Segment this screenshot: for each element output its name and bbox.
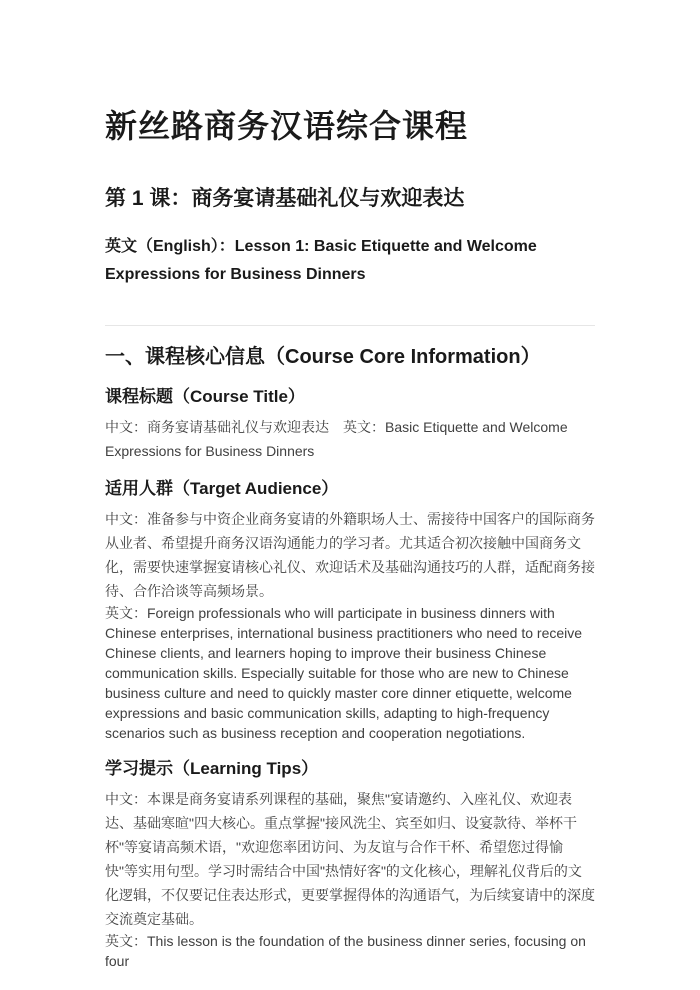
document-title: 新丝路商务汉语综合课程 bbox=[105, 108, 469, 144]
learning-tips-text-cn: 中文：本课是商务宴请系列课程的基础，聚焦"宴请邀约、入座礼仪、欢迎表达、基础寒暄"四大核心。重点掌握"接风洗尘、宾至如归、设宴款待、举杯干杯"等宴请高频术语，"欢迎您率团访问、为友谊与合作干杯、希望您过得愉快"等实用句型。学习时需结合中国"热情好客"的文化核心，理解礼仪背后的文化逻辑，不仅要记住表达形式，更要掌握得体的沟通语气，为后续宴请中的深度交流奠定基础。 bbox=[105, 791, 595, 927]
subheading-target-audience: 适用人群（Target Audience） bbox=[105, 479, 339, 498]
section-divider bbox=[105, 325, 595, 326]
section-heading-core-info: 一、课程核心信息（Course Core Information） bbox=[105, 346, 541, 368]
subheading-learning-tips: 学习提示（Learning Tips） bbox=[105, 759, 319, 778]
target-audience-text-en: 英文：Foreign professionals who will participate in business dinners with Chinese enterprises, international business practitioners who need to receive Chinese clients, and learners hoping to improve their business Chinese communication skills. Especially suitable for those who are new to Chinese business culture and need to quickly master core dinner etiquette, welcome expressions and basic communication skills, adapting to high-frequency scenarios such as business reception and cooperation negotiations. bbox=[105, 605, 583, 741]
target-audience-text-cn: 中文：准备参与中资企业商务宴请的外籍职场人士、需接待中国客户的国际商务从业者、希望提升商务汉语沟通能力的学习者。尤其适合初次接触中国商务文化，需要快速掌握宴请核心礼仪、欢迎话术及基础沟通技巧的人群，适配商务接待、合作洽谈等高频场景。 bbox=[105, 511, 595, 599]
lesson-heading-english: 英文（English）：Lesson 1: Basic Etiquette and Welcome Expressions for Business Dinners bbox=[105, 238, 537, 283]
lesson-heading: 第 1 课：商务宴请基础礼仪与欢迎表达 bbox=[105, 187, 465, 210]
learning-tips-text-en: 英文：This lesson is the foundation of the business dinner series, focusing on four bbox=[105, 933, 586, 969]
course-title-text: 中文：商务宴请基础礼仪与欢迎表达 英文：Basic Etiquette and Welcome Expressions for Business Dinners bbox=[105, 419, 568, 459]
subheading-course-title: 课程标题（Course Title） bbox=[105, 387, 305, 406]
